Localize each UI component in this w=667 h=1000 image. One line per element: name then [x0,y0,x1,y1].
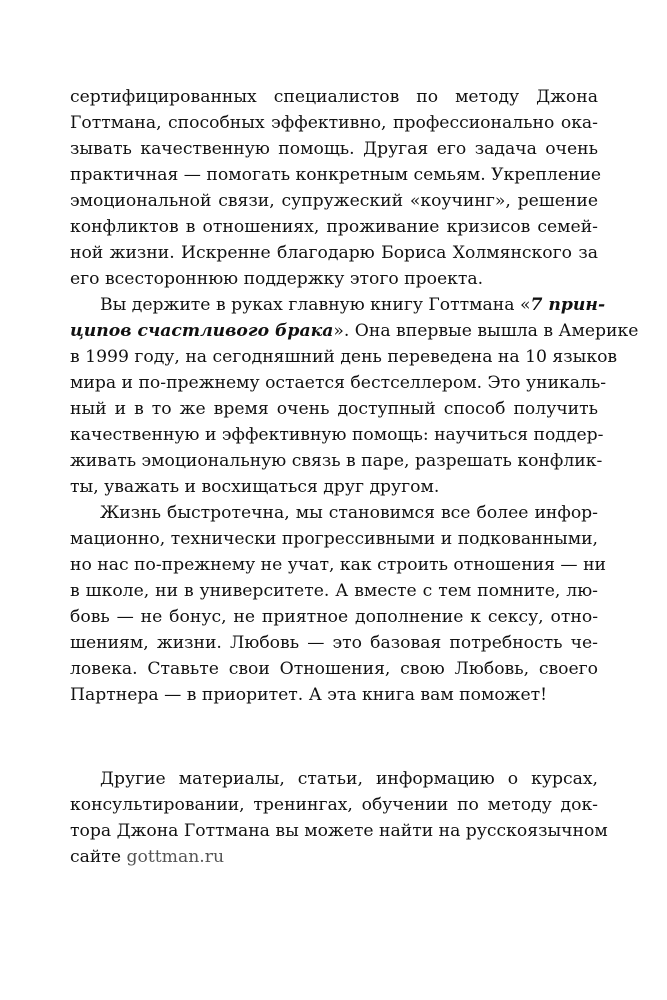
text-line: ной жизни. Искренне благодарю Бориса Холмянского за [70,243,598,263]
text-fragment: ». Она впервые вышла в Америке [333,321,639,341]
text-line: качественную и эффективную помощь: научиться поддер- [70,425,604,445]
text-line: ный и в то же время очень доступный способ получить [70,399,598,419]
text-line: Жизнь быстротечна, мы становимся все более инфор- [100,503,598,523]
text-line: мира и по-прежнему остается бестселлером. Это уникаль- [70,373,607,393]
text-line [70,292,606,318]
text-line: в 1999 году, на сегодняшний день переведена на 10 языков [70,347,618,367]
text-line: Другие материалы, статьи, информацию о курсах, [100,769,598,789]
text-line: в школе, ни в университете. А вместе с тем помните, лю- [70,581,598,601]
text-line: бовь — не бонус, не приятное дополнение к сексу, отно- [70,607,598,627]
book-title: 7 прин- [530,295,606,315]
text-line: тора Джона Готтмана вы можете найти на русскоязычном [70,821,608,841]
text-line: практичная — помогать конкретным семьям. Укрепление [70,165,602,185]
text-line: шениям, жизни. Любовь — это базовая потребность че- [70,633,598,653]
text-line: ловека. Ставьте свои Отношения, свою Любовь, своего [70,659,598,679]
section-gap [70,708,598,766]
text-line: Готтмана, способных эффективно, профессионально ока- [70,113,598,133]
text-line: Партнера — в приоритет. А эта книга вам поможет! [70,685,548,705]
text-line: эмоциональной связи, супружеский «коучинг», решение [70,191,598,211]
text-line: консультировании, тренингах, обучении по методу док- [70,795,598,815]
text-fragment: Вы держите в руках главную книгу Готтмана « [100,295,531,315]
text-fragment: сайте [70,847,127,867]
text-line: зывать качественную помощь. Другая его задача очень [70,139,598,159]
paragraph-4 [70,766,608,870]
text-line: мационно, технически прогрессивными и подкованными, [70,529,598,549]
text-line: его всестороннюю поддержку этого проекта. [70,269,484,289]
book-title: ципов счастливого брака [70,321,334,341]
paragraph-2 [70,292,639,500]
text-line: конфликтов в отношениях, проживание кризисов семей- [70,217,598,237]
paragraph-1 [70,84,602,292]
text-line: ты, уважать и восхищаться друг другом. [70,477,440,497]
text-line [70,844,598,870]
page-content [70,84,639,870]
text-line: сертифицированных специалистов по методу Джона [70,87,598,107]
paragraph-3 [70,500,606,708]
text-line: но нас по-прежнему не учат, как строить отношения — ни [70,555,606,575]
text-line [70,318,639,344]
text-line: живать эмоциональную связь в паре, разрешать конфлик- [70,451,603,471]
website-link[interactable]: gottman.ru [126,847,225,867]
